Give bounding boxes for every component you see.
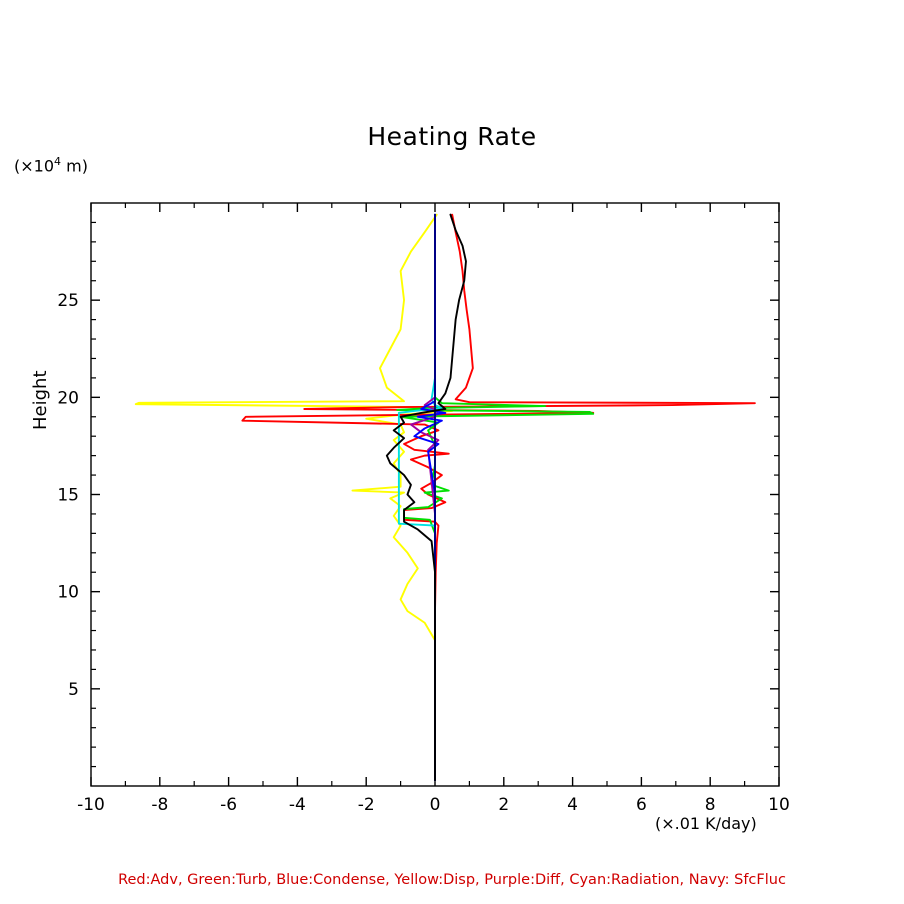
y-tick-label: 25: [57, 291, 79, 312]
x-tick-label: 10: [768, 795, 790, 815]
x-tick-label: -6: [220, 795, 238, 815]
y-axis-unit-exponent: 4: [54, 155, 62, 168]
y-tick-label: 5: [68, 679, 79, 700]
series-line-turb: [397, 215, 593, 781]
series-line-disp: [136, 215, 452, 781]
y-tick-label: 20: [57, 388, 79, 409]
x-tick-label: 6: [635, 795, 647, 815]
y-axis-label: Height: [30, 370, 51, 430]
y-tick-label: 15: [57, 485, 79, 506]
x-tick-label: 8: [704, 795, 716, 815]
x-tick-label: -4: [288, 795, 306, 815]
x-tick-label: 2: [498, 795, 510, 815]
x-tick-label: 0: [429, 795, 441, 815]
x-tick-label: -10: [77, 795, 105, 815]
x-tick-label: -2: [357, 795, 375, 815]
y-tick-label: 10: [57, 582, 79, 603]
chart-title: Heating Rate: [367, 122, 537, 151]
x-tick-label: -8: [151, 795, 169, 815]
x-axis-unit-label: (×.01 K/day): [655, 814, 757, 833]
legend-caption: Red:Adv, Green:Turb, Blue:Condense, Yellow:Disp, Purple:Diff, Cyan:Radiation, Navy: SfcFluc: [118, 872, 786, 888]
y-axis-unit-prefix: (×10: [14, 156, 55, 176]
x-tick-label: 4: [567, 795, 579, 815]
series-line-adv: [242, 215, 755, 781]
y-axis-unit-suffix: m): [61, 156, 88, 176]
